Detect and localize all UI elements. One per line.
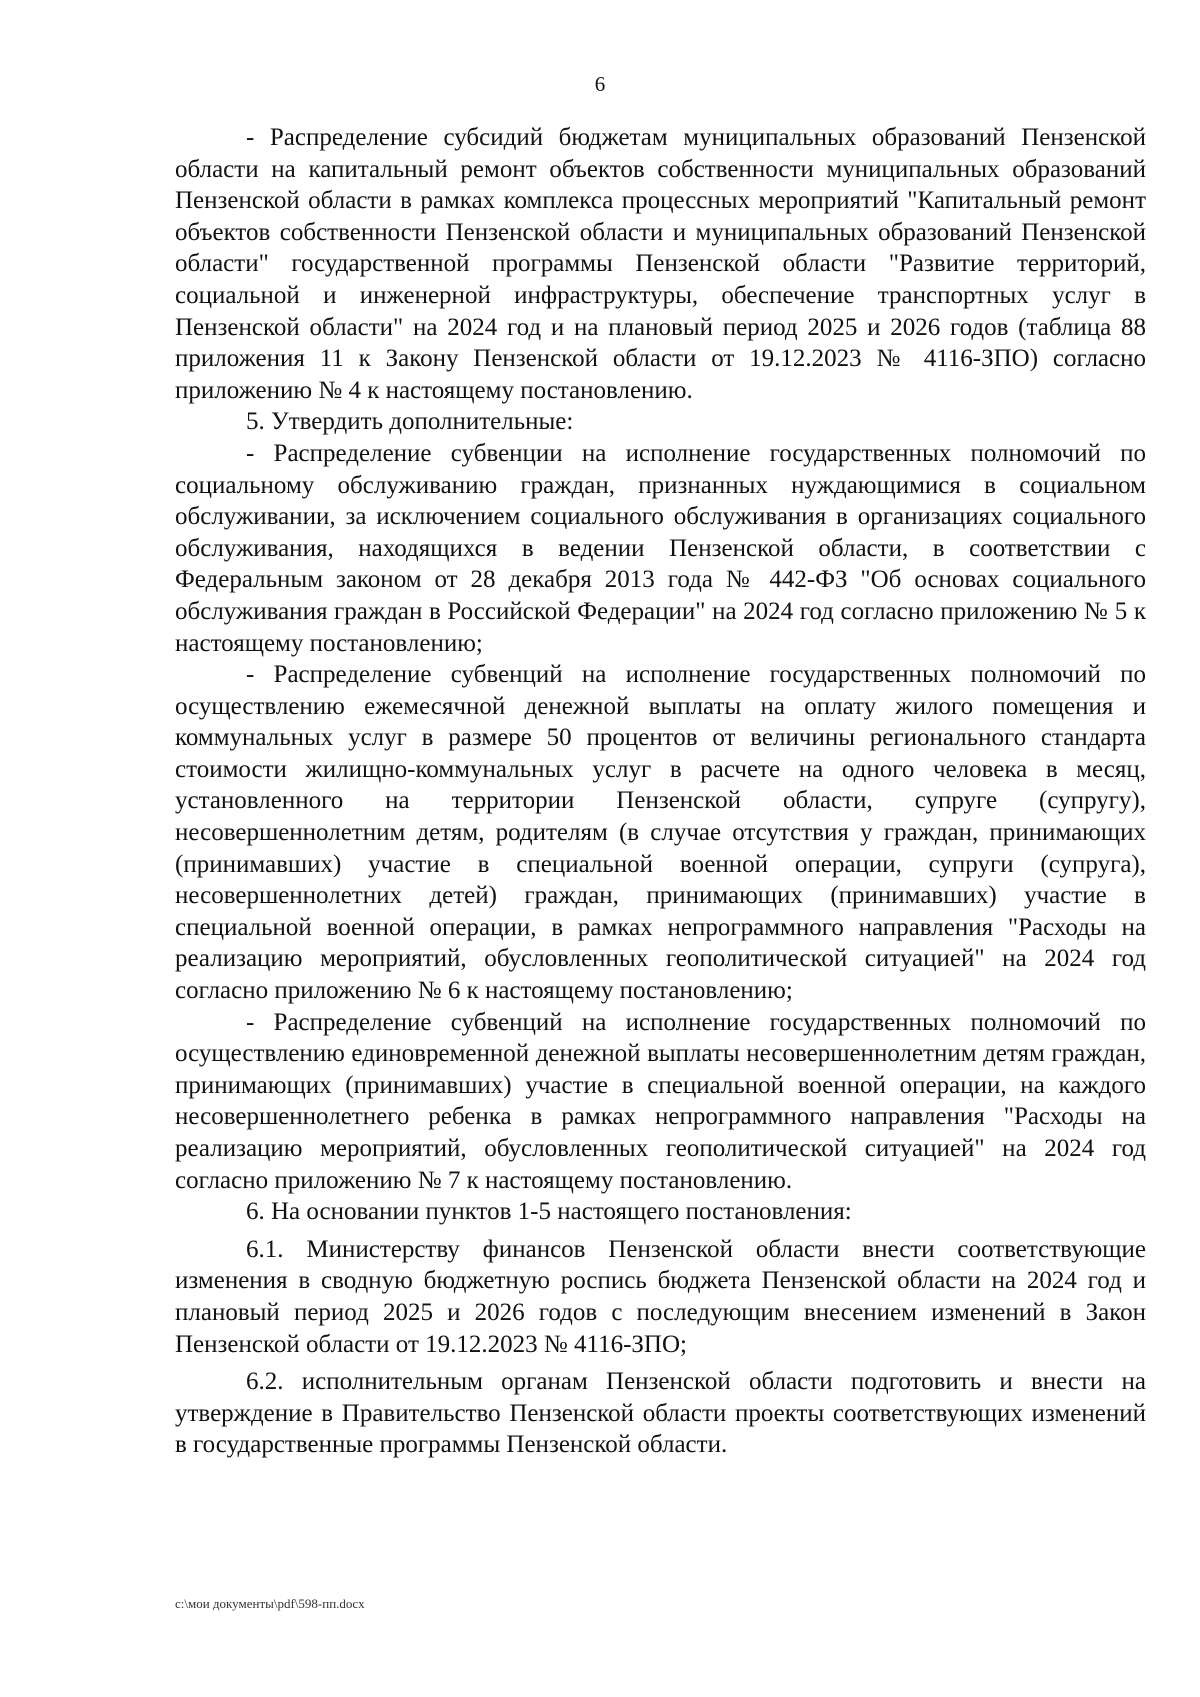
paragraph-subvention-social-service: - Распределение субвенции на исполнение государственных полномочий по социальному обслуживанию граждан, признанных нуждающимися в социальном обслуживании, за исключением социального обслуживания в организациях социального обслуживания, находящихся в ведении Пензенской области, в соответствии с Федеральным законом от 28 декабря 2013 года № 442-ФЗ "Об основах социального обслуживания граждан в Российской Федерации" на 2024 год согласно приложению № 5 к настоящему постановлению; (175, 439, 1146, 657)
page-number: 6 (594, 72, 606, 96)
footer-file-path: c:\мои документы\pdf\598-пп.docx (175, 1596, 365, 1611)
paragraph-item-5: 5. Утвердить дополнительные: (246, 408, 574, 436)
paragraph-item-6: 6. На основании пунктов 1-5 настоящего постановления: (246, 1198, 852, 1226)
paragraph-subsidy-capital-repair: - Распределение субсидий бюджетам муниципальных образований Пензенской области на капитальный ремонт объектов собственности муниципальных образований Пензенской области в рамках комплекса процессных мероприятий "Капитальный ремонт объектов собственности Пензенской области и муниципальных образований Пензенской области" государственной программы Пензенской области "Развитие территорий, социальной и инженерной инфраструктуры, обеспечение транспортных услуг в Пензенской области" на 2024 год и на плановый период 2025 и 2026 годов (таблица 88 приложения 11 к Закону Пензенской области от 19.12.2023 № 4116-ЗПО) согласно приложению № 4 к настоящему постановлению. (175, 124, 1146, 404)
document-body (175, 122, 1146, 1461)
paragraph-item-6-2: 6.2. исполнительным органам Пензенской области подготовить и внести на утверждение в Правительство Пензенской области проекты соответствующих изменений в государственные программы Пензенской области. (175, 1368, 1146, 1459)
paragraph-item-6-1: 6.1. Министерству финансов Пензенской области внести соответствующие изменения в сводную бюджетную роспись бюджета Пензенской области на 2024 год и плановый период 2025 и 2026 годов с последующим внесением изменений в Закон Пензенской области от 19.12.2023 № 4116-ЗПО; (175, 1235, 1146, 1358)
paragraph-subvention-monthly-payment: - Распределение субвенций на исполнение государственных полномочий по осуществлению ежемесячной денежной выплаты на оплату жилого помещения и коммунальных услуг в размере 50 процентов от величины регионального стандарта стоимости жилищно-коммунальных услуг в расчете на одного человека в месяц, установленного на территории Пензенской области, супруге (супругу), несовершеннолетним детям, родителям (в случае отсутствия у граждан, принимающих (принимавших) участие в специальной военной операции, супруги (супруга), несовершеннолетних детей) граждан, принимающих (принимавших) участие в специальной военной операции, в рамках непрограммного направления "Расходы на реализацию мероприятий, обусловленных геополитической ситуацией" на 2024 год согласно приложению № 6 к настоящему постановлению; (175, 661, 1146, 1005)
paragraph-subvention-one-time-payment: - Распределение субвенций на исполнение государственных полномочий по осуществлению единовременной денежной выплаты несовершеннолетним детям граждан, принимающих (принимавших) участие в специальной военной операции, на каждого несовершеннолетнего ребенка в рамках непрограммного направления "Расходы на реализацию мероприятий, обусловленных геополитической ситуацией" на 2024 год согласно приложению № 7 к настоящему постановлению. (175, 1008, 1146, 1194)
